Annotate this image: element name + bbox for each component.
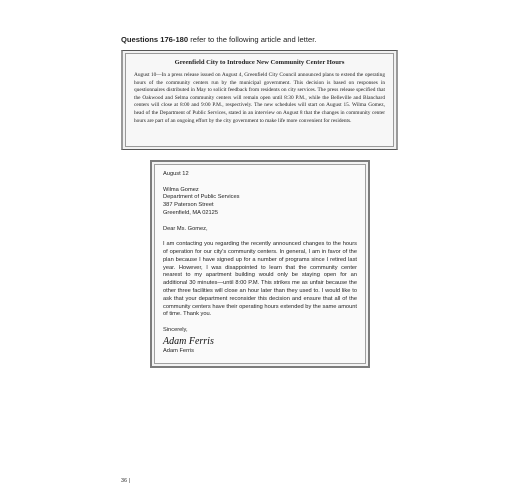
spacer	[163, 233, 357, 241]
sender-name: Adam Ferris	[163, 347, 194, 354]
letter-date: August 12	[163, 171, 189, 177]
questions-instruction	[121, 35, 316, 45]
spacer	[163, 218, 357, 226]
handwritten-signature: Adam Ferris	[163, 335, 214, 347]
salutation: Dear Ms. Gomez,	[163, 225, 208, 232]
article-box	[121, 50, 398, 150]
recipient-street: 387 Paterson Street	[163, 202, 214, 209]
recipient-department: Department of Public Services	[163, 194, 240, 201]
recipient-name: Wilma Gomez	[163, 186, 199, 193]
letter-inner	[154, 164, 366, 364]
spacer	[163, 319, 357, 327]
page-number: 36 |	[121, 478, 131, 484]
article-title: Greenfield City to Introduce New Community Center Hours	[174, 59, 345, 66]
article-inner	[125, 53, 394, 147]
closing: Sincerely,	[163, 326, 188, 333]
questions-range: Questions 176-180	[121, 35, 189, 44]
recipient-city: Greenfield, MA 02125	[163, 209, 219, 216]
article-body: August 10—In a press release issued on August 4, Greenfield City Council announced plans to extend the operating hours of the community centers run by the municipal government. This decision is based on responses in questionnaires distributed in May to solicit feedback from residents on city services. The press release specified that the Oakwood and Selma community centers will remain open until 8:30 P.M., while the Belleville and Blanchard centers will close at 8:00 and 9:00 P.M., respectively. The new schedules will start on August 15. Wilma Gomez, head of the Department of Public Services, stated in an interview on August 8 that the changes in community center hours are part of an ongoing effort by the city government to make life more convenient for residents.	[134, 72, 385, 124]
letter-box	[150, 160, 370, 368]
spacer	[163, 179, 357, 187]
letter-body: I am contacting you regarding the recently announced changes to the hours of operation for our city's community centers. In general, I am in favor of the plan because I have signed up for a number of programs since I retired last year. However, I was disappointed to learn that the community center nearest to my apartment building would only be staying open for an additional 30 minutes—until 8:00 P.M. This strikes me as unfair because the other three facilities will close an hour later than they used to. I would like to ask that your department reconsider this decision and ensure that all of the community centers have their operating hours extended by the same amount of time. Thank you.	[163, 241, 357, 318]
instruction-text: refer to the following article and letter.	[188, 35, 317, 44]
